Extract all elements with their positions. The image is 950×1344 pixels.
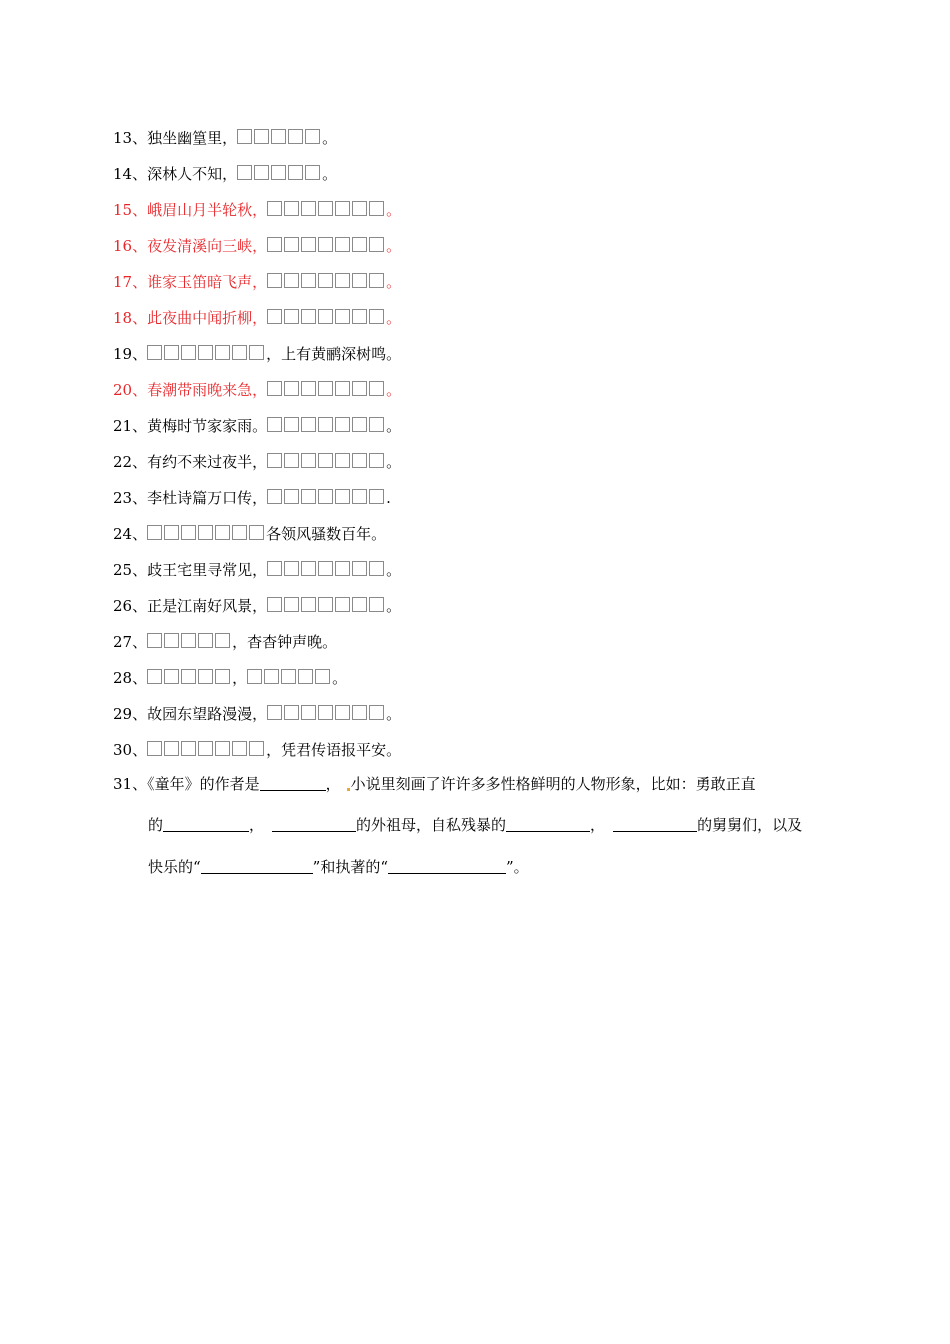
answer-box[interactable] [315, 669, 330, 684]
question-number: 21、 [113, 417, 148, 435]
answer-box[interactable] [232, 741, 247, 756]
answer-box[interactable] [164, 669, 179, 684]
answer-box[interactable] [164, 633, 179, 648]
q31-comma: ， [325, 775, 341, 793]
q31-text-author: 《童年》的作者是 [147, 775, 260, 793]
question-line [113, 380, 401, 400]
answer-box[interactable] [249, 345, 264, 360]
poem-line-text: 。 [332, 669, 348, 687]
answer-box[interactable] [352, 273, 367, 288]
question-number: 22、 [113, 453, 148, 471]
answer-box[interactable] [237, 129, 252, 144]
answer-box[interactable] [352, 489, 367, 504]
answer-box[interactable] [318, 489, 333, 504]
answer-boxes[interactable] [267, 273, 386, 289]
answer-boxes[interactable] [267, 705, 386, 721]
poem-line-text: 故园东望路漫漫， [147, 705, 268, 723]
answer-box[interactable] [284, 417, 299, 432]
question-number: 26、 [113, 597, 148, 615]
answer-box[interactable] [301, 489, 316, 504]
answer-box[interactable] [369, 273, 384, 288]
answer-box[interactable] [288, 129, 303, 144]
answer-box[interactable] [352, 417, 367, 432]
answer-box[interactable] [267, 417, 282, 432]
question-line [113, 488, 391, 508]
answer-box[interactable] [181, 345, 196, 360]
poem-line-text: 此夜曲中闻折柳， [147, 309, 268, 327]
answer-box[interactable] [369, 381, 384, 396]
question-number: 20、 [113, 381, 148, 399]
question-number: 19、 [113, 345, 148, 363]
question-number: 28、 [113, 669, 148, 687]
answer-box[interactable] [298, 669, 313, 684]
answer-box[interactable] [369, 489, 384, 504]
answer-box[interactable] [318, 417, 333, 432]
answer-box[interactable] [284, 201, 299, 216]
answer-box[interactable] [301, 453, 316, 468]
answer-box[interactable] [284, 489, 299, 504]
poem-line-text: 。 [386, 453, 402, 471]
answer-boxes[interactable] [147, 345, 266, 361]
answer-box[interactable] [352, 597, 367, 612]
answer-box[interactable] [335, 489, 350, 504]
answer-box[interactable] [301, 309, 316, 324]
answer-box[interactable] [284, 309, 299, 324]
question-line [113, 272, 401, 292]
question-line [113, 668, 347, 688]
answer-box[interactable] [369, 309, 384, 324]
question-line [113, 560, 401, 580]
answer-box[interactable] [284, 561, 299, 576]
answer-box[interactable] [147, 345, 162, 360]
question-number: 27、 [113, 633, 148, 651]
question-line [113, 524, 386, 544]
answer-box[interactable] [215, 741, 230, 756]
question-number: 13、 [113, 129, 148, 147]
answer-box[interactable] [147, 525, 162, 540]
answer-boxes[interactable] [147, 633, 232, 649]
answer-box[interactable] [267, 201, 282, 216]
answer-box[interactable] [335, 597, 350, 612]
answer-box[interactable] [284, 273, 299, 288]
q31-comma-2: ， [249, 816, 265, 834]
answer-box[interactable] [284, 453, 299, 468]
question-line [113, 308, 401, 328]
answer-boxes[interactable] [237, 165, 322, 181]
poem-line-text: ， [232, 669, 248, 687]
answer-box[interactable] [335, 273, 350, 288]
answer-box[interactable] [288, 165, 303, 180]
answer-boxes[interactable] [247, 669, 332, 685]
poem-line-text: 。 [386, 417, 402, 435]
answer-box[interactable] [301, 237, 316, 252]
answer-box[interactable] [281, 669, 296, 684]
poem-line-text: 。 [322, 165, 338, 183]
answer-box[interactable] [237, 165, 252, 180]
answer-box[interactable] [335, 309, 350, 324]
answer-boxes[interactable] [147, 741, 266, 757]
answer-box[interactable] [318, 273, 333, 288]
answer-box[interactable] [164, 525, 179, 540]
q31-text-happy: 快乐的“ [148, 858, 201, 876]
answer-box[interactable] [352, 309, 367, 324]
answer-box[interactable] [335, 237, 350, 252]
poem-line-text: 。 [322, 129, 338, 147]
answer-box[interactable] [335, 381, 350, 396]
answer-box[interactable] [254, 129, 269, 144]
answer-box[interactable] [301, 705, 316, 720]
answer-box[interactable] [369, 417, 384, 432]
answer-box[interactable] [284, 597, 299, 612]
poem-line-text: 歧王宅里寻常见， [147, 561, 268, 579]
answer-box[interactable] [318, 453, 333, 468]
answer-box[interactable] [305, 165, 320, 180]
question-31-line-1 [113, 774, 756, 794]
answer-boxes[interactable] [267, 381, 386, 397]
answer-box[interactable] [369, 201, 384, 216]
answer-box[interactable] [147, 669, 162, 684]
answer-box[interactable] [318, 705, 333, 720]
answer-box[interactable] [352, 237, 367, 252]
answer-box[interactable] [249, 525, 264, 540]
answer-box[interactable] [352, 705, 367, 720]
answer-box[interactable] [369, 237, 384, 252]
answer-box[interactable] [335, 705, 350, 720]
question-number: 24、 [113, 525, 148, 543]
answer-box[interactable] [301, 561, 316, 576]
question-line [113, 344, 401, 364]
blank-character-2[interactable] [272, 816, 356, 832]
question-line [113, 740, 401, 760]
question-line [113, 596, 401, 616]
q31-text-persistent: ”和执著的“ [312, 858, 389, 876]
answer-box[interactable] [284, 237, 299, 252]
question-line [113, 452, 401, 472]
answer-box[interactable] [352, 453, 367, 468]
question-number: 31、 [113, 775, 148, 793]
answer-box[interactable] [254, 165, 269, 180]
question-line [113, 164, 337, 184]
blank-character-5[interactable] [201, 858, 313, 874]
question-number: 25、 [113, 561, 148, 579]
blank-character-6[interactable] [388, 858, 506, 874]
answer-box[interactable] [318, 597, 333, 612]
poem-line-text: 各领风骚数百年。 [266, 525, 387, 543]
answer-box[interactable] [181, 741, 196, 756]
answer-box[interactable] [164, 345, 179, 360]
answer-box[interactable] [267, 273, 282, 288]
poem-line-text: 春潮带雨晚来急， [147, 381, 268, 399]
answer-boxes[interactable] [267, 237, 386, 253]
answer-box[interactable] [249, 741, 264, 756]
answer-box[interactable] [267, 489, 282, 504]
answer-box[interactable] [247, 669, 262, 684]
answer-box[interactable] [301, 597, 316, 612]
poem-line-text: ，上有黄鹂深树鸣。 [266, 345, 402, 363]
answer-boxes[interactable] [147, 669, 232, 685]
question-number: 30、 [113, 741, 148, 759]
answer-box[interactable] [164, 741, 179, 756]
answer-box[interactable] [318, 237, 333, 252]
poem-line-text: 峨眉山月半轮秋， [147, 201, 268, 219]
answer-box[interactable] [369, 453, 384, 468]
q31-text-uncles: 的舅舅们，以及 [697, 816, 803, 834]
poem-line-text: 黄梅时节家家雨。 [147, 417, 268, 435]
blank-character-4[interactable] [613, 816, 697, 832]
answer-box[interactable] [318, 201, 333, 216]
answer-box[interactable] [232, 345, 247, 360]
answer-box[interactable] [369, 597, 384, 612]
poem-line-text: 。 [386, 309, 402, 327]
answer-box[interactable] [301, 273, 316, 288]
answer-box[interactable] [215, 633, 230, 648]
poem-line-text: 李杜诗篇万口传， [147, 489, 268, 507]
blank-author[interactable] [260, 775, 326, 791]
poem-line-text: . [386, 489, 391, 507]
poem-line-text: 。 [386, 561, 402, 579]
answer-box[interactable] [181, 633, 196, 648]
q31-text-end: ”。 [506, 858, 529, 876]
answer-box[interactable] [301, 381, 316, 396]
question-line [113, 416, 401, 436]
q31-text-intro: 小说里刻画了许许多多性格鲜明的人物形象，比如：勇敢正直 [350, 775, 756, 793]
answer-box[interactable] [181, 669, 196, 684]
answer-box[interactable] [267, 237, 282, 252]
answer-box[interactable] [198, 525, 213, 540]
poem-line-text: 有约不来过夜半， [147, 453, 268, 471]
poem-line-text: 夜发清溪向三峡， [147, 237, 268, 255]
poem-line-text: 谁家玉笛暗飞声， [147, 273, 268, 291]
question-line [113, 200, 401, 220]
poem-line-text: 。 [386, 597, 402, 615]
answer-box[interactable] [318, 309, 333, 324]
answer-boxes[interactable] [267, 453, 386, 469]
answer-box[interactable] [318, 561, 333, 576]
poem-line-text: 。 [386, 381, 402, 399]
answer-box[interactable] [335, 453, 350, 468]
answer-box[interactable] [267, 705, 282, 720]
answer-boxes[interactable] [267, 417, 386, 433]
poem-line-text: ，凭君传语报平安。 [266, 741, 402, 759]
answer-box[interactable] [147, 633, 162, 648]
answer-box[interactable] [267, 381, 282, 396]
blank-character-1[interactable] [163, 816, 249, 832]
question-number: 23、 [113, 489, 148, 507]
answer-box[interactable] [181, 525, 196, 540]
q31-comma-3: ， [590, 816, 606, 834]
q31-text-de: 的 [148, 816, 164, 834]
answer-box[interactable] [352, 381, 367, 396]
question-line [113, 128, 337, 148]
answer-box[interactable] [305, 129, 320, 144]
question-number: 14、 [113, 165, 148, 183]
question-31-line-2 [148, 815, 802, 835]
poem-line-text: 。 [386, 273, 402, 291]
answer-box[interactable] [215, 345, 230, 360]
answer-box[interactable] [271, 165, 286, 180]
answer-boxes[interactable] [267, 489, 386, 505]
mark-dot [347, 788, 350, 791]
answer-box[interactable] [301, 417, 316, 432]
poem-line-text: 深林人不知， [147, 165, 238, 183]
answer-box[interactable] [318, 381, 333, 396]
question-number: 16、 [113, 237, 148, 255]
answer-box[interactable] [284, 705, 299, 720]
answer-box[interactable] [352, 561, 367, 576]
poem-line-text: 正是江南好风景， [147, 597, 268, 615]
answer-box[interactable] [271, 129, 286, 144]
answer-box[interactable] [335, 561, 350, 576]
answer-box[interactable] [284, 381, 299, 396]
answer-boxes[interactable] [147, 525, 266, 541]
answer-box[interactable] [147, 741, 162, 756]
question-31-line-3 [148, 857, 529, 877]
poem-line-text: 。 [386, 705, 402, 723]
answer-box[interactable] [215, 525, 230, 540]
blank-character-3[interactable] [506, 816, 590, 832]
question-number: 15、 [113, 201, 148, 219]
question-line [113, 632, 337, 652]
answer-box[interactable] [198, 345, 213, 360]
question-line [113, 236, 401, 256]
question-number: 18、 [113, 309, 148, 327]
answer-box[interactable] [198, 669, 213, 684]
answer-box[interactable] [232, 525, 247, 540]
answer-boxes[interactable] [267, 309, 386, 325]
poem-line-text: 。 [386, 201, 402, 219]
q31-text-grandmother: 的外祖母，自私残暴的 [356, 816, 507, 834]
answer-boxes[interactable] [267, 597, 386, 613]
answer-box[interactable] [215, 669, 230, 684]
question-number: 29、 [113, 705, 148, 723]
answer-box[interactable] [198, 633, 213, 648]
answer-boxes[interactable] [267, 201, 386, 217]
answer-box[interactable] [335, 201, 350, 216]
answer-box[interactable] [267, 453, 282, 468]
answer-box[interactable] [264, 669, 279, 684]
answer-box[interactable] [335, 417, 350, 432]
answer-boxes[interactable] [237, 129, 322, 145]
poem-line-text: ，杳杳钟声晚。 [232, 633, 338, 651]
answer-box[interactable] [369, 561, 384, 576]
answer-boxes[interactable] [267, 561, 386, 577]
answer-box[interactable] [369, 705, 384, 720]
answer-box[interactable] [267, 309, 282, 324]
question-number: 17、 [113, 273, 148, 291]
question-line [113, 704, 401, 724]
answer-box[interactable] [301, 201, 316, 216]
answer-box[interactable] [267, 561, 282, 576]
poem-line-text: 。 [386, 237, 402, 255]
answer-box[interactable] [267, 597, 282, 612]
answer-box[interactable] [352, 201, 367, 216]
poem-line-text: 独坐幽篁里， [147, 129, 238, 147]
answer-box[interactable] [198, 741, 213, 756]
